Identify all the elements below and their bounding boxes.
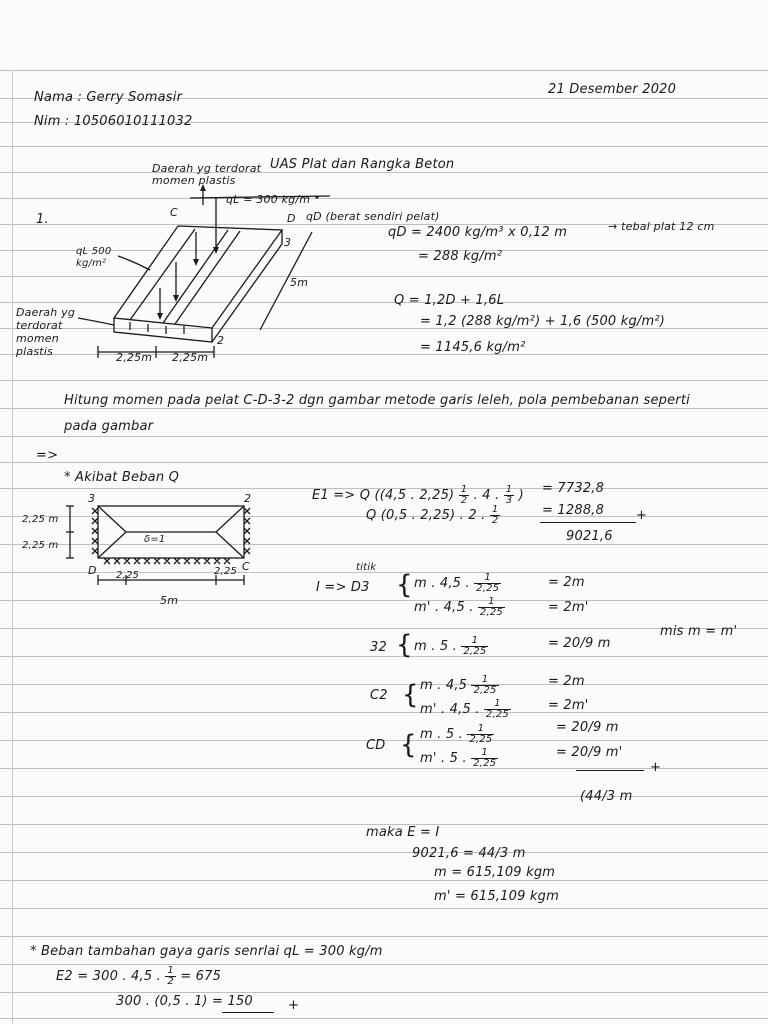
- q-formula: Q = 1,2D + 1,6L: [394, 293, 505, 308]
- c2-m2-result: = 2m': [548, 698, 589, 713]
- s32-label: 32: [370, 640, 387, 655]
- maka-statement: maka E = I: [366, 825, 440, 840]
- e1-line1-prefix: E1 => Q ((4,5 . 2,25): [312, 488, 455, 503]
- plan-corner-c: C: [242, 560, 250, 573]
- e2-sum-line: [222, 1012, 274, 1013]
- diagram1-top-label: Daerah yg terdorat momen plastis: [152, 162, 262, 187]
- instruction-line: Hitung momen pada pelat C-D-3-2 dgn gambar metode garis leleh, pola pembebanan seperti pada gambar: [64, 393, 690, 434]
- section-beban-q: * Akibat Beban Q: [64, 470, 180, 485]
- brace: {: [400, 730, 417, 760]
- denominator: 2,25: [473, 758, 497, 769]
- arrow-symbol: =>: [36, 448, 59, 463]
- e1-line1-mid: . 4 .: [473, 488, 500, 503]
- diagram1-corner-3: 3: [284, 236, 292, 249]
- e1-line2-text: Q (0,5 . 2,25) . 2 .: [366, 508, 486, 523]
- s32-row: [414, 636, 488, 657]
- problem-number: 1.: [36, 212, 49, 227]
- q-substitution: = 1,2 (288 kg/m²) + 1,6 (500 kg/m²): [420, 314, 666, 329]
- diagram1-corner-2: 2: [217, 334, 225, 347]
- denominator: 2,25: [463, 646, 487, 657]
- date: 21 Desember 2020: [548, 82, 677, 97]
- numerator: 1: [471, 675, 498, 686]
- numerator: 1: [471, 748, 498, 759]
- diagram1-ql-left: qL 500 kg/m²: [76, 246, 112, 269]
- denominator: 2: [167, 976, 174, 987]
- numerator: 1: [460, 484, 468, 495]
- e1-total: 9021,6: [566, 529, 613, 544]
- numerator: 1: [461, 636, 488, 647]
- i-m-text: m . 4,5 .: [414, 576, 470, 591]
- fraction: [165, 966, 176, 987]
- cd-m-result: = 20/9 m: [556, 720, 619, 735]
- denominator: 2,25: [473, 685, 497, 696]
- numerator: 1: [491, 504, 499, 515]
- denominator: 2,25: [479, 607, 503, 618]
- diagram1-corner-d: D: [287, 212, 296, 225]
- denominator: 2,25: [485, 709, 509, 720]
- c2-m-text: m . 4,5: [420, 678, 468, 693]
- e1-line2: [366, 505, 500, 526]
- cd-m2-row: [420, 748, 498, 769]
- plan-corner-3: 3: [88, 492, 96, 505]
- numerator: 1: [467, 724, 494, 735]
- e1-sum-line: [540, 522, 636, 523]
- fraction: [484, 699, 511, 720]
- i-m-result: = 2m: [548, 575, 585, 590]
- brace: {: [396, 570, 413, 600]
- cd-label: CD: [366, 738, 386, 753]
- e2-row: [56, 966, 221, 987]
- plan-left-dim-top: 2,25 m: [22, 514, 59, 525]
- plan-bottom-a: 2,25: [116, 570, 140, 581]
- plan-corner-d: D: [88, 564, 97, 577]
- plan-left-dim-bottom: 2,25 m: [22, 540, 59, 551]
- numerator: 1: [478, 597, 505, 608]
- diagram1-left-label: Daerah yg terdorat momen plastis: [16, 306, 76, 358]
- result-eq3: m' = 615,109 kgm: [434, 889, 559, 904]
- i-m2-result: = 2m': [548, 600, 589, 615]
- internal-sum-line: [576, 770, 644, 771]
- cd-m-text: m . 5 .: [420, 727, 463, 742]
- i-m2-row: [414, 597, 505, 618]
- numerator: 1: [505, 484, 513, 495]
- c2-m2-row: [420, 699, 511, 720]
- qd-result: = 288 kg/m²: [418, 249, 503, 264]
- plan-bottom-b: 2,25: [214, 566, 238, 577]
- fraction: [461, 636, 488, 657]
- s32-result: = 20/9 m: [548, 636, 611, 651]
- e1-line1: E1 => Q ((4,5 . 2,25) $\frac{1}{2}$ . 4 . $\frac{1}{3}$ ): [312, 484, 524, 506]
- plan-bottom-span: 5m: [160, 594, 179, 607]
- i-m-row: [414, 573, 501, 594]
- qd-formula: qD = 2400 kg/m³ x 0,12 m: [388, 225, 568, 240]
- titik-label: titik: [356, 562, 377, 573]
- diagram1-dim-a: 2,25m: [116, 351, 153, 364]
- denominator: 2,25: [476, 583, 500, 594]
- denominator: 2: [491, 515, 499, 526]
- i-label: I => D3: [316, 580, 370, 595]
- qd-note: → tebal plat 12 cm: [608, 220, 715, 233]
- c2-m2-text: m' . 4,5 .: [420, 702, 480, 717]
- diagram1-ql-top: qL = 300 kg/m: [226, 193, 311, 206]
- s32-text: m . 5 .: [414, 639, 457, 654]
- title: UAS Plat dan Rangka Beton: [270, 157, 455, 172]
- e2-line2: 300 . (0,5 . 1) = 150: [116, 994, 253, 1009]
- denominator: 2: [460, 495, 468, 506]
- brace: {: [402, 680, 419, 710]
- internal-plus: +: [650, 760, 662, 775]
- c2-m-row: [420, 675, 499, 696]
- result-eq1: 9021,6 = 44/3 m: [412, 846, 526, 861]
- assumption-note: mis m = m': [660, 624, 738, 639]
- cd-m-row: [420, 724, 494, 745]
- diagram1-dim-b: 2,25m: [172, 351, 209, 364]
- fraction: [474, 573, 501, 594]
- e1-plus: +: [636, 508, 648, 523]
- diagram1-qd-label: qD (berat sendiri pelat): [306, 210, 440, 223]
- result-eq2: m = 615,109 kgm: [434, 865, 556, 880]
- e1-line2-result: = 1288,8: [542, 503, 605, 518]
- fraction: [504, 485, 515, 506]
- student-nim: Nim : 10506010111032: [34, 114, 193, 129]
- internal-total: (44/3 m: [580, 789, 633, 804]
- cd-m2-text: m' . 5 .: [420, 751, 467, 766]
- e1-line1-result: = 7732,8: [542, 481, 605, 496]
- plan-corner-2: 2: [244, 492, 252, 505]
- c2-m-result: = 2m: [548, 674, 585, 689]
- denominator: 3: [505, 495, 513, 506]
- e2-text: E2 = 300 . 4,5 .: [56, 969, 161, 984]
- fraction: [467, 724, 494, 745]
- student-name: Nama : Gerry Somasir: [34, 90, 183, 105]
- numerator: 1: [474, 573, 501, 584]
- fraction: [471, 748, 498, 769]
- fraction: [478, 597, 505, 618]
- fraction: [490, 505, 501, 526]
- numerator: 1: [484, 699, 511, 710]
- diagram1-span: 5m: [290, 276, 309, 289]
- fraction: [471, 675, 498, 696]
- extra-load-title: * Beban tambahan gaya garis senrlai qL = 300 kg/m: [30, 944, 383, 959]
- q-result: = 1145,6 kg/m²: [420, 340, 526, 355]
- c2-label: C2: [370, 688, 388, 703]
- e2-result: = 675: [180, 969, 222, 984]
- brace: {: [396, 630, 413, 660]
- e2-plus: +: [288, 998, 300, 1013]
- diagram1-corner-c: C: [170, 206, 178, 219]
- fraction: [459, 485, 470, 506]
- i-m2-text: m' . 4,5 .: [414, 600, 474, 615]
- numerator: 1: [167, 965, 174, 976]
- cd-m2-result: = 20/9 m': [556, 745, 623, 760]
- denominator: 2,25: [469, 734, 493, 745]
- plan-delta: δ=1: [144, 534, 166, 545]
